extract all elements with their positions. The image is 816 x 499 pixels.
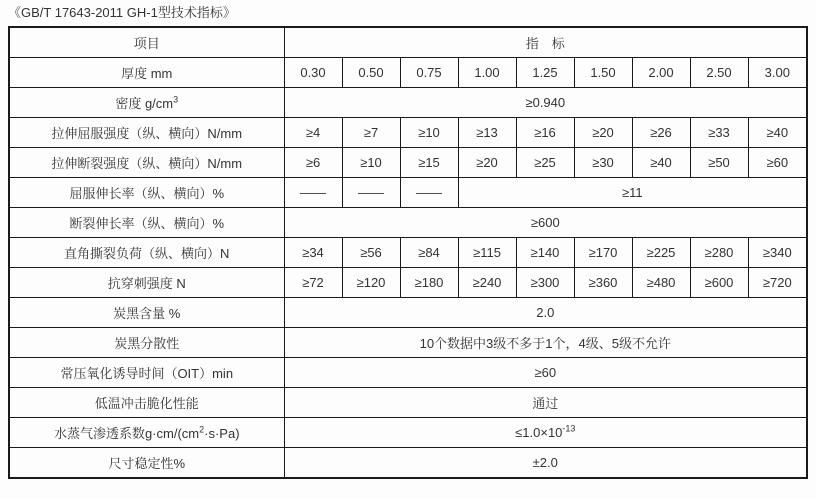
cell-text: ≥720 [762, 275, 792, 290]
right-angle-tear-load-cell-8 [690, 238, 748, 268]
tensile-break-strength-cell-5 [516, 148, 574, 178]
cell-text: ≥15 [418, 155, 440, 170]
thickness-cell-3 [400, 58, 458, 88]
cell-text: ≥6 [305, 155, 321, 170]
tensile-yield-strength-cell-7 [632, 118, 690, 148]
table-row-tensile-break-strength [9, 148, 807, 178]
cell-text: 密度 g/cm [115, 96, 174, 111]
table-row-carbon-black-content [9, 298, 807, 328]
tensile-yield-strength-cell-2 [342, 118, 400, 148]
cell-text: ≥7 [363, 125, 379, 140]
cell-text: ≥120 [356, 275, 386, 290]
cell-text: 拉伸屈服强度（纵、横向）N/mm [51, 126, 243, 141]
right-angle-tear-load-cell-2 [342, 238, 400, 268]
cell-text: 0.50 [358, 65, 384, 80]
cell-text: ≥140 [530, 245, 560, 260]
right-angle-tear-load-cell-6 [574, 238, 632, 268]
cell-text: ≥10 [360, 155, 382, 170]
cell-text: ≥225 [646, 245, 676, 260]
table-row-oxidation-induction-time [9, 358, 807, 388]
tensile-yield-strength-cell-5 [516, 118, 574, 148]
cell-text: ≥280 [704, 245, 734, 260]
puncture-resistance-cell-0 [9, 268, 284, 298]
cell-text: 水蒸气渗透系数g·cm/(cm [53, 426, 200, 441]
carbon-black-content-cell-1 [284, 298, 807, 328]
carbon-black-content-cell-0 [9, 298, 284, 328]
puncture-resistance-cell-9 [748, 268, 807, 298]
table-row-yield-elongation [9, 178, 807, 208]
cell-text: ≥170 [588, 245, 618, 260]
cell-text: 抗穿刺强度 N [107, 276, 186, 291]
tensile-break-strength-cell-2 [342, 148, 400, 178]
cell-text: 10个数据中3级不多于1个，4级、5级不允许 [419, 336, 671, 351]
oxidation-induction-time-cell-0 [9, 358, 284, 388]
cell-text: 2.0 [536, 305, 555, 320]
cell-text: 1.00 [474, 65, 500, 80]
table-row-thickness [9, 58, 807, 88]
cell-text: 尺寸稳定性% [108, 456, 186, 471]
spec-table-body [9, 27, 807, 478]
yield-elongation-cell-1 [284, 178, 342, 208]
tensile-yield-strength-cell-4 [458, 118, 516, 148]
cell-text: ±2.0 [532, 455, 558, 470]
break-elongation-cell-0 [9, 208, 284, 238]
thickness-cell-6 [574, 58, 632, 88]
cell-text: ≥33 [708, 125, 730, 140]
cell-text: 3.00 [764, 65, 790, 80]
yield-elongation-cell-0 [9, 178, 284, 208]
cell-text: ≥50 [708, 155, 730, 170]
cell-text: 直角撕裂负荷（纵、横向）N [64, 246, 230, 261]
cell-text: 2.50 [706, 65, 732, 80]
right-angle-tear-load-cell-4 [458, 238, 516, 268]
cell-text: ≥56 [360, 245, 382, 260]
cell-text: ≥26 [650, 125, 672, 140]
cell-text: 项目 [133, 36, 160, 51]
tensile-yield-strength-cell-0 [9, 118, 284, 148]
thickness-cell-9 [748, 58, 807, 88]
puncture-resistance-cell-8 [690, 268, 748, 298]
cell-text: 1.50 [590, 65, 616, 80]
water-vapor-permeability-cell-0 [9, 418, 284, 448]
cell-text: 屈服伸长率（纵、横向）% [69, 186, 225, 201]
cell-text: ≥60 [534, 365, 557, 380]
cell-text: ≥180 [414, 275, 444, 290]
tensile-break-strength-cell-7 [632, 148, 690, 178]
puncture-resistance-cell-4 [458, 268, 516, 298]
water-vapor-permeability-cell-1 [284, 418, 807, 448]
table-row-header [9, 27, 807, 58]
cell-text: 0.30 [300, 65, 326, 80]
cell-text: ≥300 [530, 275, 560, 290]
cell-text: —— [416, 185, 442, 200]
cell-text: 1.25 [532, 65, 558, 80]
cell-text: ≥340 [762, 245, 792, 260]
puncture-resistance-cell-5 [516, 268, 574, 298]
thickness-cell-7 [632, 58, 690, 88]
tensile-break-strength-cell-9 [748, 148, 807, 178]
right-angle-tear-load-cell-5 [516, 238, 574, 268]
cell-text: 0.75 [416, 65, 442, 80]
tensile-yield-strength-cell-8 [690, 118, 748, 148]
break-elongation-cell-1 [284, 208, 807, 238]
table-row-puncture-resistance [9, 268, 807, 298]
table-row-break-elongation [9, 208, 807, 238]
density-cell-0 [9, 88, 284, 118]
cell-text: 炭黑分散性 [114, 336, 180, 351]
oxidation-induction-time-cell-1 [284, 358, 807, 388]
carbon-black-dispersion-cell-1 [284, 328, 807, 358]
tensile-break-strength-cell-8 [690, 148, 748, 178]
cell-text: ≥11 [621, 185, 643, 200]
cell-text: 2.00 [648, 65, 674, 80]
table-row-tensile-yield-strength [9, 118, 807, 148]
yield-elongation-cell-3 [400, 178, 458, 208]
puncture-resistance-cell-3 [400, 268, 458, 298]
cell-text: ≥72 [302, 275, 324, 290]
cell-text: —— [300, 185, 326, 200]
cell-text: ≥480 [646, 275, 676, 290]
right-angle-tear-load-cell-9 [748, 238, 807, 268]
cell-text: ≥4 [305, 125, 321, 140]
cell-text: 通过 [532, 396, 559, 411]
puncture-resistance-cell-6 [574, 268, 632, 298]
cell-text: ≥40 [766, 125, 789, 140]
right-angle-tear-load-cell-1 [284, 238, 342, 268]
tensile-yield-strength-cell-3 [400, 118, 458, 148]
header-cell-1 [284, 27, 807, 58]
low-temp-impact-brittleness-cell-1 [284, 388, 807, 418]
yield-elongation-cell-4 [458, 178, 807, 208]
cell-text: 断裂伸长率（纵、横向）% [69, 216, 225, 231]
tensile-break-strength-cell-3 [400, 148, 458, 178]
tensile-yield-strength-cell-1 [284, 118, 342, 148]
cell-text: ≥20 [476, 155, 498, 170]
tensile-break-strength-cell-1 [284, 148, 342, 178]
cell-text: 厚度 mm [121, 66, 173, 81]
cell-text: 拉伸断裂强度（纵、横向）N/mm [51, 156, 243, 171]
superscript-text: -13 [562, 423, 576, 434]
table-row-dimensional-stability [9, 448, 807, 479]
thickness-cell-4 [458, 58, 516, 88]
cell-text: ≥0.940 [525, 95, 566, 110]
superscript-text: 3 [173, 94, 179, 105]
table-row-right-angle-tear-load [9, 238, 807, 268]
low-temp-impact-brittleness-cell-0 [9, 388, 284, 418]
puncture-resistance-cell-2 [342, 268, 400, 298]
cell-text: ≥600 [530, 215, 560, 230]
cell-text: 常压氧化诱导时间（OIT）min [60, 366, 234, 381]
cell-text: ≥84 [418, 245, 440, 260]
cell-text: ≥30 [592, 155, 614, 170]
yield-elongation-cell-2 [342, 178, 400, 208]
table-row-low-temp-impact-brittleness [9, 388, 807, 418]
tensile-break-strength-cell-4 [458, 148, 516, 178]
superscript-text: 2 [199, 424, 205, 435]
right-angle-tear-load-cell-0 [9, 238, 284, 268]
cell-text: ≥240 [472, 275, 502, 290]
thickness-cell-5 [516, 58, 574, 88]
cell-text: 低温冲击脆化性能 [94, 396, 199, 411]
header-cell-0 [9, 27, 284, 58]
right-angle-tear-load-cell-7 [632, 238, 690, 268]
cell-text: ≤1.0×10 [515, 425, 563, 440]
cell-text: 指 标 [525, 36, 565, 51]
table-row-water-vapor-permeability [9, 418, 807, 448]
tensile-break-strength-cell-6 [574, 148, 632, 178]
puncture-resistance-cell-7 [632, 268, 690, 298]
cell-text: 炭黑含量 % [113, 306, 181, 321]
cell-text: —— [358, 185, 384, 200]
right-angle-tear-load-cell-3 [400, 238, 458, 268]
carbon-black-dispersion-cell-0 [9, 328, 284, 358]
cell-text: ≥360 [588, 275, 618, 290]
thickness-cell-8 [690, 58, 748, 88]
dimensional-stability-cell-1 [284, 448, 807, 479]
thickness-cell-2 [342, 58, 400, 88]
cell-text: ≥10 [418, 125, 440, 140]
cell-text: ·s·Pa) [204, 426, 240, 441]
table-row-carbon-black-dispersion [9, 328, 807, 358]
cell-text: ≥60 [766, 155, 789, 170]
cell-text: ≥34 [302, 245, 324, 260]
cell-text: ≥600 [704, 275, 734, 290]
puncture-resistance-cell-1 [284, 268, 342, 298]
cell-text: ≥16 [534, 125, 556, 140]
thickness-cell-0 [9, 58, 284, 88]
tensile-yield-strength-cell-9 [748, 118, 807, 148]
tensile-yield-strength-cell-6 [574, 118, 632, 148]
cell-text: ≥25 [534, 155, 556, 170]
density-cell-1 [284, 88, 807, 118]
spec-table [8, 26, 808, 479]
cell-text: ≥40 [650, 155, 672, 170]
tensile-break-strength-cell-0 [9, 148, 284, 178]
cell-text: ≥20 [592, 125, 614, 140]
page-title: 《GB/T 17643-2011 GH-1型技术指标》 [8, 5, 236, 20]
table-row-density [9, 88, 807, 118]
cell-text: ≥13 [476, 125, 498, 140]
thickness-cell-1 [284, 58, 342, 88]
dimensional-stability-cell-0 [9, 448, 284, 479]
cell-text: ≥115 [473, 245, 501, 260]
